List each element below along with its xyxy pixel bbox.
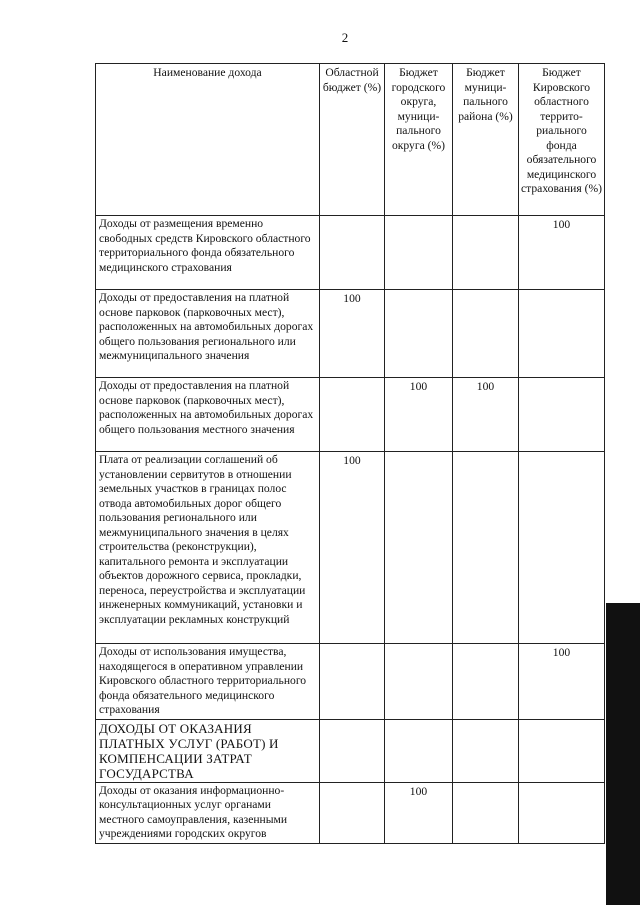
scan-edge-shadow [606, 603, 640, 905]
income-name-cell: Доходы от использования имущества, находящегося в оперативном управлении Кировского областного территориального фонда обязательного медицинского страхования [96, 644, 320, 720]
municipal-district-budget-cell [453, 290, 519, 378]
city-district-budget-cell [385, 290, 453, 378]
income-name-cell: Доходы от размещения временно свободных средств Кировского областного территориального фонда обязательного медицинского страхования [96, 216, 320, 290]
regional-budget-cell [320, 216, 385, 290]
fund-budget-cell [519, 290, 605, 378]
income-name-cell: Доходы от предоставления на платной основе парковок (парковочных мест), расположенных на автомобильных дорогах общего пользования местного значения [96, 378, 320, 452]
header-regional-budget: Областной бюджет (%) [320, 64, 385, 216]
municipal-district-budget-cell [453, 216, 519, 290]
header-income-name: Наименование дохода [96, 64, 320, 216]
municipal-district-budget-cell: 100 [453, 378, 519, 452]
city-district-budget-cell [385, 452, 453, 644]
fund-budget-cell: 100 [519, 644, 605, 720]
city-district-budget-cell: 100 [385, 378, 453, 452]
table-row [96, 644, 605, 720]
regional-budget-cell: 100 [320, 290, 385, 378]
fund-budget-cell [519, 719, 605, 782]
table-row [96, 290, 605, 378]
municipal-district-budget-cell [453, 719, 519, 782]
municipal-district-budget-cell [453, 452, 519, 644]
fund-budget-cell [519, 452, 605, 644]
fund-budget-cell [519, 378, 605, 452]
income-name-cell: Доходы от оказания информационно-консультационных услуг органами местного самоуправления, казенными учреждениями городских округов [96, 782, 320, 843]
header-medical-insurance-fund-budget: Бюджет Кировского областного террито-риального фонда обязательного медицинского страхования (%) [519, 64, 605, 216]
page-number: 2 [341, 30, 349, 45]
fund-budget-cell: 100 [519, 216, 605, 290]
header-municipal-district-budget: Бюджет муници-пального района (%) [453, 64, 519, 216]
municipal-district-budget-cell [453, 644, 519, 720]
fund-budget-cell [519, 782, 605, 843]
table-row [96, 452, 605, 644]
regional-budget-cell [320, 378, 385, 452]
table-header-row [96, 64, 605, 216]
city-district-budget-cell [385, 216, 453, 290]
header-city-district-budget: Бюджет городского округа, муници-пального округа (%) [385, 64, 453, 216]
section-heading-row [96, 719, 605, 782]
table-row [96, 378, 605, 452]
section-heading-cell: ДОХОДЫ ОТ ОКАЗАНИЯ ПЛАТНЫХ УСЛУГ (РАБОТ) И КОМПЕНСАЦИИ ЗАТРАТ ГОСУДАРСТВА [96, 719, 320, 782]
city-district-budget-cell: 100 [385, 782, 453, 843]
regional-budget-cell [320, 719, 385, 782]
income-name-cell: Доходы от предоставления на платной основе парковок (парковочных мест), расположенных на автомобильных дорогах общего пользования регионального или межмуниципального значения [96, 290, 320, 378]
regional-budget-cell: 100 [320, 452, 385, 644]
city-district-budget-cell [385, 644, 453, 720]
table-row [96, 216, 605, 290]
municipal-district-budget-cell [453, 782, 519, 843]
regional-budget-cell [320, 644, 385, 720]
budget-distribution-table [95, 63, 605, 844]
regional-budget-cell [320, 782, 385, 843]
income-name-cell: Плата от реализации соглашений об установлении сервитутов в отношении земельных участков в границах полос отвода автомобильных дорог общего пользования регионального или межмуниципального значения в целях строительства (реконструкции), капитального ремонта и эксплуатации объектов дорожного сервиса, прокладки, переноса, переустройства и эксплуатации инженерных коммуникаций, установки и эксплуатации рекламных конструкций [96, 452, 320, 644]
city-district-budget-cell [385, 719, 453, 782]
table-row [96, 782, 605, 843]
